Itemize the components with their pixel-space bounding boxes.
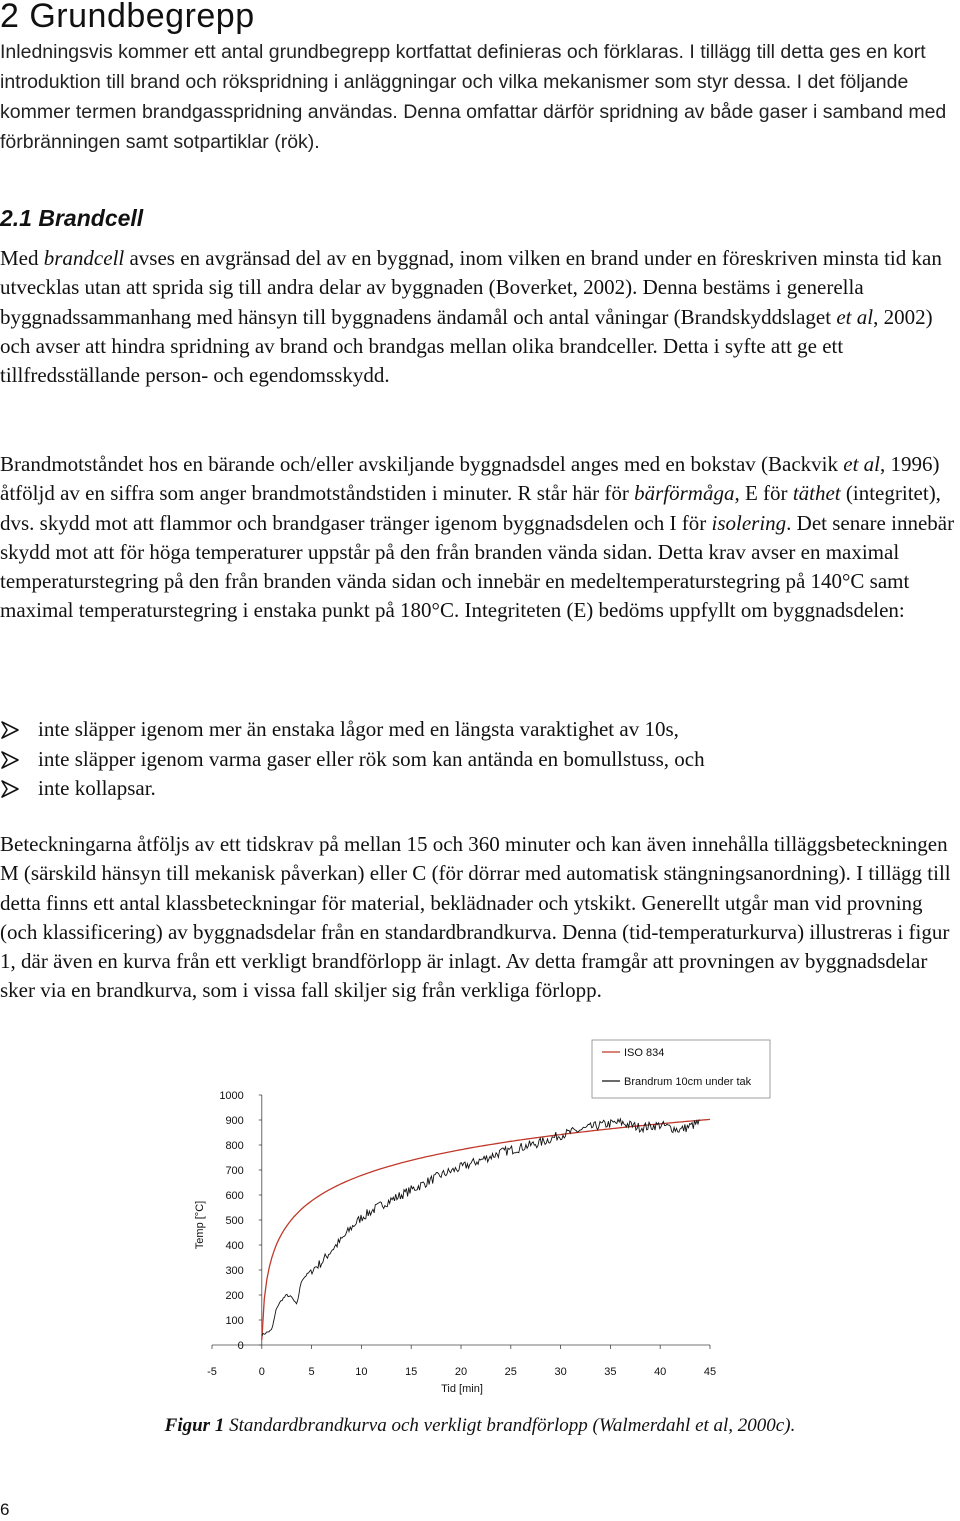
italic-term: täthet [792,481,841,506]
text-run: , E för [734,481,793,506]
text-run: Med [0,246,44,270]
y-tick-label: 500 [225,1215,244,1227]
x-tick-label: 35 [604,1366,617,1378]
x-tick-label: 25 [504,1366,517,1378]
paragraph-beteckningar: Beteckningarna åtföljs av ett tidskrav på mellan 15 och 360 minuter och kan även innehålla tilläggsbeteckningen M (särskild hänsyn till mekanisk påverkan) eller C (för dörrar med automatisk stängningsanordning). I tillägg till detta finns ett antal klassbeteckningar för material, beklädnader och ytskikt. Generellt utgår man vid provning (och klassificering) av byggnadsdelar från en standardbrandkurva. Denna (tid-temperaturkurva) illustreras i figur 1, där även en kurva från ett verkligt brandförlopp är inlagt. Av detta framgår att provningen av byggnadsdelar sker via en brandkurva, som i vissa fall skiljer sig från verkliga förlopp. [0,832,951,1003]
chapter-heading: 2 Grundbegrepp [0,0,255,35]
section-title: Brandcell [38,205,144,231]
text-run: , 2002) och avser att hindra spridning av brand och brandgas mellan olika brandceller. Detta i syfte att ge ett tillfredsställande person- och egendomsskydd. [0,304,933,388]
legend-box [592,1040,770,1098]
y-tick-label: 300 [225,1265,244,1277]
section-heading [0,205,143,232]
arrow-bullet-icon [0,750,20,770]
text-run: Brandmotståndet hos en bärande och/eller avskiljande byggnadsdel anges med en bokstav (Backvik [0,452,844,476]
paragraph-brandcell [0,244,958,390]
x-tick-label: 15 [405,1366,418,1378]
bullet-list [0,715,705,804]
y-axis-label: Temp [°C] [194,1200,206,1250]
x-tick-label: 0 [258,1366,265,1378]
list-item-text: inte släpper igenom mer än enstaka lågor med en längsta varaktighet av 10s, [38,717,679,741]
chart-curves [262,1119,710,1340]
legend-label-iso: ISO 834 [624,1047,665,1059]
text-run: (integritet), dvs. skydd mot att flammor och brandgaser tränger igenom byggnadsdelen och I för [0,481,941,535]
intro-paragraph: Inledningsvis kommer ett antal grundbegrepp kortfattat definieras och förklaras. I tillägg till detta ges en kort introduktion till brand och rökspridning i anläggningar och vilka mekanismer som styr dessa. I det följande kommer termen brandgasspridning användas. Denna omfattar därför spridning av både gaser i samband med förbränningen samt sotpartiklar (rök). [0,41,947,153]
caption-text: Standardbrandkurva och verkligt brandförlopp (Walmerdahl et al, 2000c). [224,1415,796,1436]
y-tick-label: 400 [225,1240,244,1252]
chart-legend [592,1040,770,1098]
y-tick-label: 200 [225,1290,244,1302]
list-item [0,774,705,804]
list-item-text: inte släpper igenom varma gaser eller rök som kan antända en bomullstuss, och [38,746,705,771]
italic-term: brandcell [43,246,125,270]
arrow-bullet-icon [0,779,20,799]
italic-term: isolering [711,510,787,535]
y-tick-label: 700 [225,1165,244,1177]
figure-caption [0,1415,960,1437]
x-tick-label: -5 [207,1366,217,1378]
list-item-text: inte kollapsar. [38,776,156,800]
text-run: . Det senare innebär skydd mot att för höga temperaturer uppstår på den från branden vända sidan. Detta krav avser en maximal temperaturstegring på den från branden vända sidan och innebär en medeltemperaturstegring på 140°C samt maximal temperaturstegring i enstaka punkt på 180°C. Integriteten (E) bedöms uppfyllt om byggnadsdelen: [0,510,955,623]
x-tick-label: 10 [355,1366,368,1378]
list-item [0,745,705,775]
x-tick-label: 40 [654,1366,667,1378]
italic-term: et al [836,304,874,329]
fire-curve-chart [185,1035,785,1400]
x-tick-label: 20 [454,1366,468,1378]
series-line-brandrum [262,1119,699,1336]
text-run: , 1996) åtföljd av en siffra som anger brandmotståndstiden i minuter. R står här för [0,452,940,506]
section-number: 2.1 [0,205,32,231]
italic-term: bärförmåga [634,481,735,506]
arrow-bullet-icon [0,720,20,740]
x-axis-label: Tid [min] [441,1383,483,1395]
caption-label: Figur 1 [164,1415,225,1436]
x-tick-label: 45 [703,1366,717,1378]
paragraph-brandmotstand [0,450,958,626]
italic-term: et al [843,452,881,476]
y-tick-label: 600 [225,1190,244,1202]
series-line-iso-834 [262,1119,710,1340]
y-tick-label: 1000 [219,1090,244,1102]
list-item [0,715,705,745]
legend-label-brandrum: Brandrum 10cm under tak [624,1076,752,1088]
y-tick-label: 800 [225,1140,244,1152]
x-tick-label: 5 [308,1366,315,1378]
y-tick-label: 900 [225,1115,244,1127]
y-tick-label: 0 [237,1340,244,1352]
chart-axes [207,1090,716,1378]
x-tick-label: 30 [554,1366,567,1378]
y-tick-label: 100 [225,1315,244,1327]
page-number: 6 [0,1500,10,1519]
text-run: avses en avgränsad del av en byggnad, inom vilken en brand under en föreskriven minsta tid kan utvecklas utan att sprida sig till andra delar av byggnaden (Boverket, 2002). Denna bestäms i generella byggnadssammanhang med hänsyn till byggnadens ändamål och antal våningar (Brandskyddslaget [0,246,942,329]
